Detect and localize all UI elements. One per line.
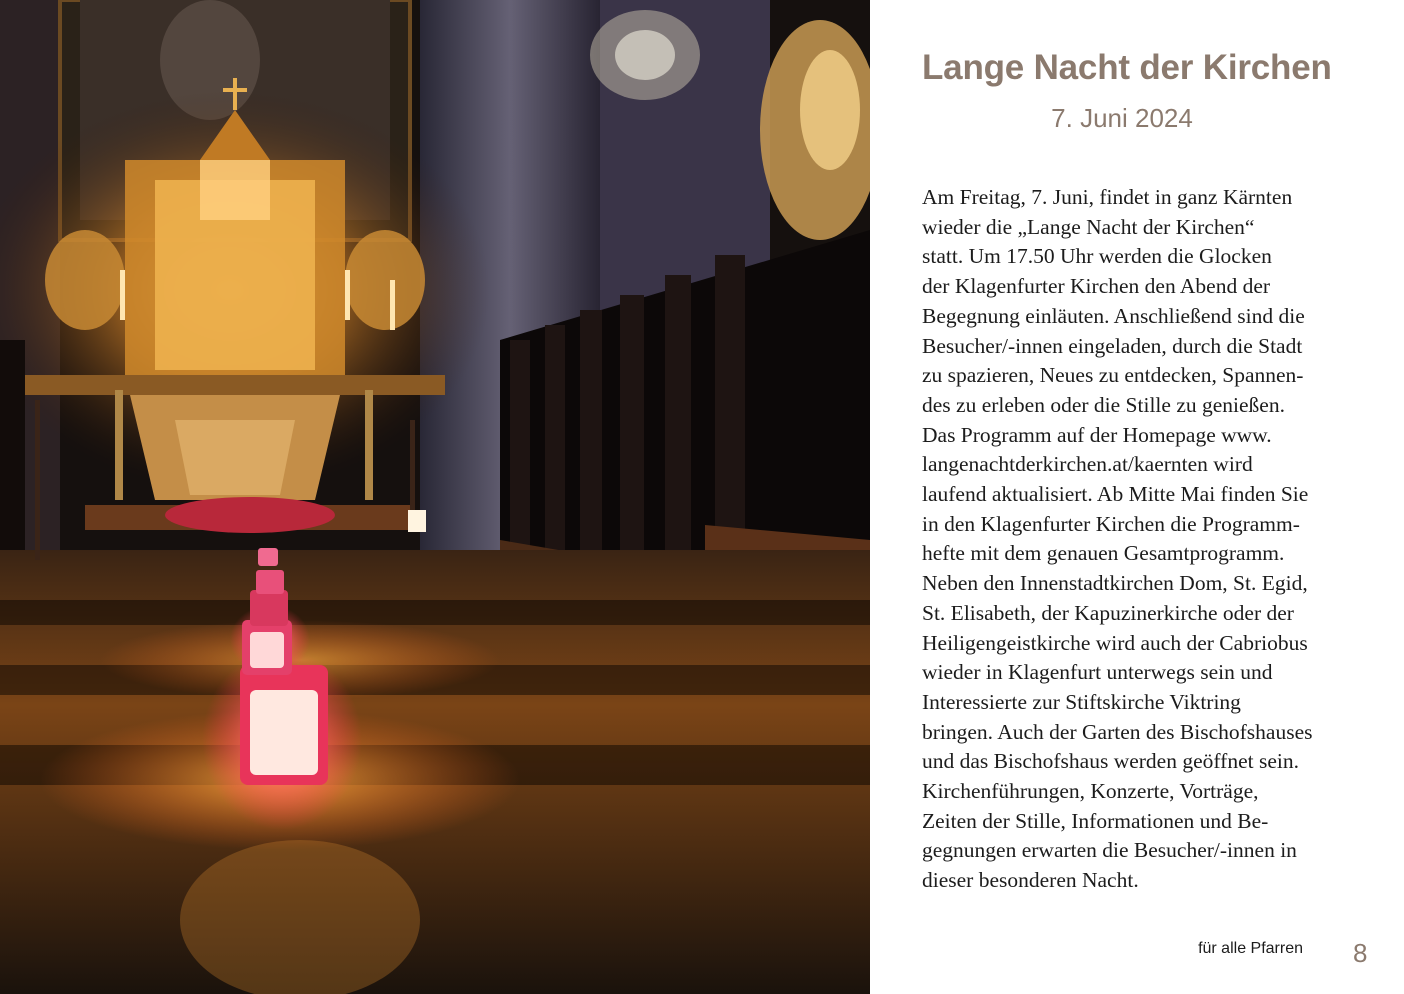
article-line: des zu erleben oder die Stille zu genießen.: [922, 392, 1285, 417]
event-date: 7. Juni 2024: [1051, 103, 1193, 133]
article-line-url: Das Programm auf der Homepage www.: [922, 422, 1272, 447]
article-line: bringen. Auch der Garten des Bischofshauses: [922, 719, 1313, 744]
article-line-url: langenachtderkirchen.at/kaernten wird: [922, 452, 1253, 477]
article-line: wieder die „Lange Nacht der Kirchen“: [922, 214, 1255, 239]
page-title: Lange Nacht der Kirchen: [922, 48, 1332, 87]
article-line: Begegnung einläuten. Anschließend sind die: [922, 303, 1305, 328]
article-body: [922, 183, 1382, 896]
article-line: der Klagenfurter Kirchen den Abend der: [922, 274, 1271, 299]
article-line: und das Bischofshaus werden geöffnet sein.: [922, 749, 1299, 774]
article-line: St. Elisabeth, der Kapuzinerkirche oder der: [922, 600, 1294, 625]
article-line: Kirchenführungen, Konzerte, Vorträge,: [922, 779, 1259, 804]
article-line: hefte mit dem genauen Gesamtprogramm.: [922, 541, 1285, 566]
article-line: Neben den Innenstadtkirchen Dom, St. Egid,: [922, 571, 1308, 596]
article-line: Besucher/-innen eingeladen, durch die Stadt: [922, 333, 1303, 358]
article-line: zu spazieren, Neues zu entdecken, Spannen-: [922, 363, 1304, 388]
footer-label: für alle Pfarren: [1198, 940, 1303, 957]
article-line: wieder in Klagenfurt unterwegs sein und: [922, 660, 1273, 685]
article-line: dieser besonderen Nacht.: [922, 868, 1139, 893]
article-line: Zeiten der Stille, Informationen und Be-: [922, 808, 1269, 833]
article-line: in den Klagenfurter Kirchen die Programm-: [922, 511, 1300, 536]
article-line: statt. Um 17.50 Uhr werden die Glocken: [922, 244, 1272, 269]
article-line: laufend aktualisiert. Ab Mitte Mai finden Sie: [922, 482, 1309, 507]
article-line: Interessierte zur Stiftskirche Viktring: [922, 689, 1241, 714]
article-line: Heiligengeistkirche wird auch der Cabriobus: [922, 630, 1308, 655]
article-line: Am Freitag, 7. Juni, findet in ganz Kärnten: [922, 185, 1293, 209]
page-number: 8: [1353, 938, 1368, 968]
article-line: gegnungen erwarten die Besucher/-innen in: [922, 838, 1297, 863]
